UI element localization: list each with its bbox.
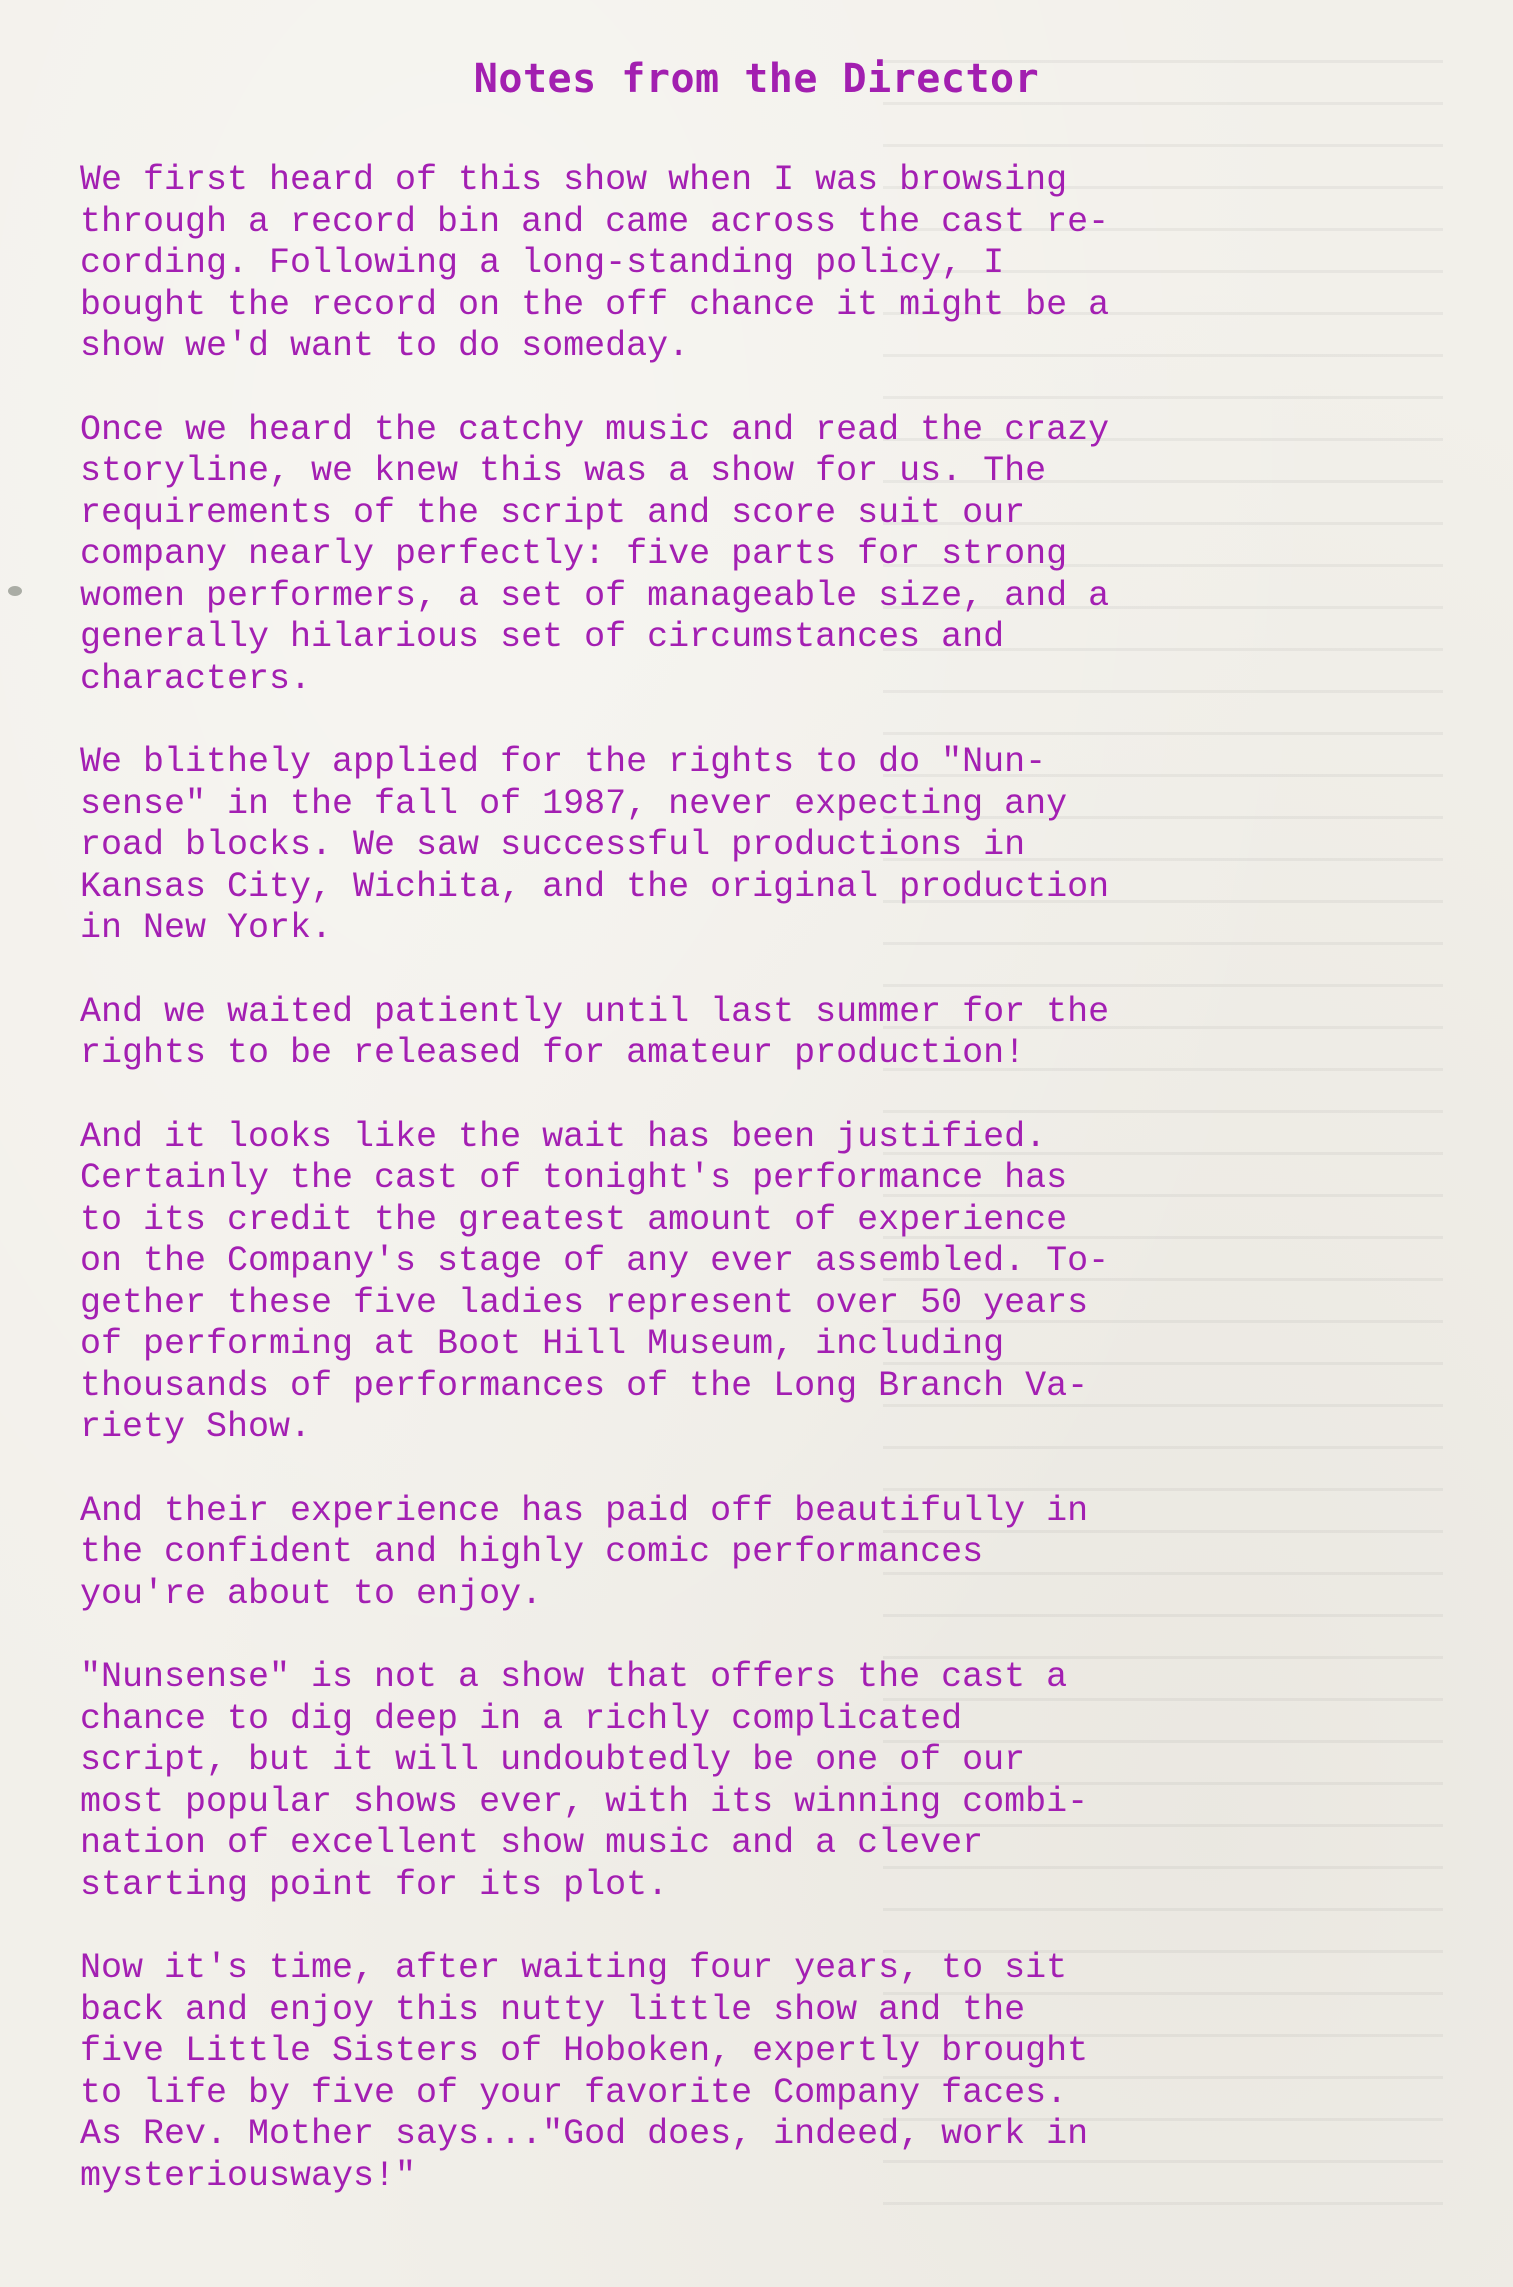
text-line: storyline, we knew this was a show for us. The [80, 451, 1047, 491]
director-notes-body [80, 160, 1450, 2239]
text-line: requirements of the script and score suit our [80, 492, 1026, 533]
paragraph-3 [80, 742, 1450, 950]
text-line: script, but it will undoubtedly be one of our [80, 1740, 1026, 1780]
text-line: mysteriousways!" [80, 2155, 417, 2196]
text-line: cording. Following a long-standing policy, I [80, 243, 1005, 283]
text-line: We blithely applied for the rights to do "Nun- [80, 742, 1047, 782]
text-line: on the Company's stage of any ever assembled. To- [80, 1241, 1110, 1281]
paragraph-2 [80, 410, 1450, 701]
text-line: most popular shows ever, with its winning combi- [80, 1781, 1089, 1822]
text-line: nation of excellent show music and a clever [80, 1823, 984, 1863]
text-line: And we waited patiently until last summer for the [80, 991, 1110, 1032]
text-line: riety Show. [80, 1407, 312, 1447]
text-line: to life by five of your favorite Company faces. [80, 2072, 1068, 2113]
text-line: gether these five ladies represent over 50 years [80, 1282, 1089, 1323]
text-line: women performers, a set of manageable size, and a [80, 575, 1110, 616]
paragraph-4 [80, 992, 1450, 1075]
text-line: Kansas City, Wichita, and the original production [80, 866, 1110, 907]
text-line: rights to be released for amateur production! [80, 1033, 1026, 1073]
text-line: "Nunsense" is not a show that offers the cast a [80, 1657, 1068, 1697]
text-line: generally hilarious set of circumstances and [80, 617, 1005, 657]
text-line: As Rev. Mother says..."God does, indeed, work in [80, 2114, 1089, 2154]
text-line: sense" in the fall of 1987, never expecting any [80, 783, 1068, 824]
text-line: Certainly the cast of tonight's performance has [80, 1158, 1068, 1198]
paper-speck [8, 586, 22, 596]
paragraph-7 [80, 1657, 1450, 1906]
text-line: starting point for its plot. [80, 1864, 669, 1905]
text-line: in New York. [80, 908, 333, 948]
text-line: through a record bin and came across the cast re- [80, 201, 1110, 242]
paragraph-6 [80, 1491, 1450, 1616]
text-line: to its credit the greatest amount of experience [80, 1199, 1068, 1240]
text-line: thousands of performances of the Long Branch Va- [80, 1365, 1089, 1406]
text-line: Once we heard the catchy music and read the crazy [80, 409, 1110, 450]
paragraph-5 [80, 1117, 1450, 1449]
text-line: chance to dig deep in a richly complicated [80, 1698, 963, 1739]
paragraph-1 [80, 160, 1450, 368]
paragraph-8 [80, 1948, 1450, 2197]
text-line: five Little Sisters of Hoboken, expertly brought [80, 2031, 1089, 2071]
text-line: Now it's time, after waiting four years, to sit [80, 1948, 1068, 1988]
text-line: And their experience has paid off beautifully in [80, 1490, 1089, 1531]
text-line: company nearly perfectly: five parts for strong [80, 534, 1068, 574]
text-line: back and enjoy this nutty little show and the [80, 1989, 1026, 2030]
text-line: road blocks. We saw successful productions in [80, 825, 1026, 865]
text-line: And it looks like the wait has been justified. [80, 1116, 1047, 1157]
text-line: show we'd want to do someday. [80, 326, 690, 366]
text-line: the confident and highly comic performances [80, 1532, 984, 1572]
text-line: characters. [80, 658, 312, 699]
page-title: Notes from the Director [473, 56, 1040, 102]
text-line: you're about to enjoy. [80, 1573, 543, 1614]
text-line: bought the record on the off chance it might be a [80, 284, 1110, 325]
text-line: We first heard of this show when I was browsing [80, 160, 1068, 200]
text-line: of performing at Boot Hill Museum, including [80, 1324, 1005, 1364]
